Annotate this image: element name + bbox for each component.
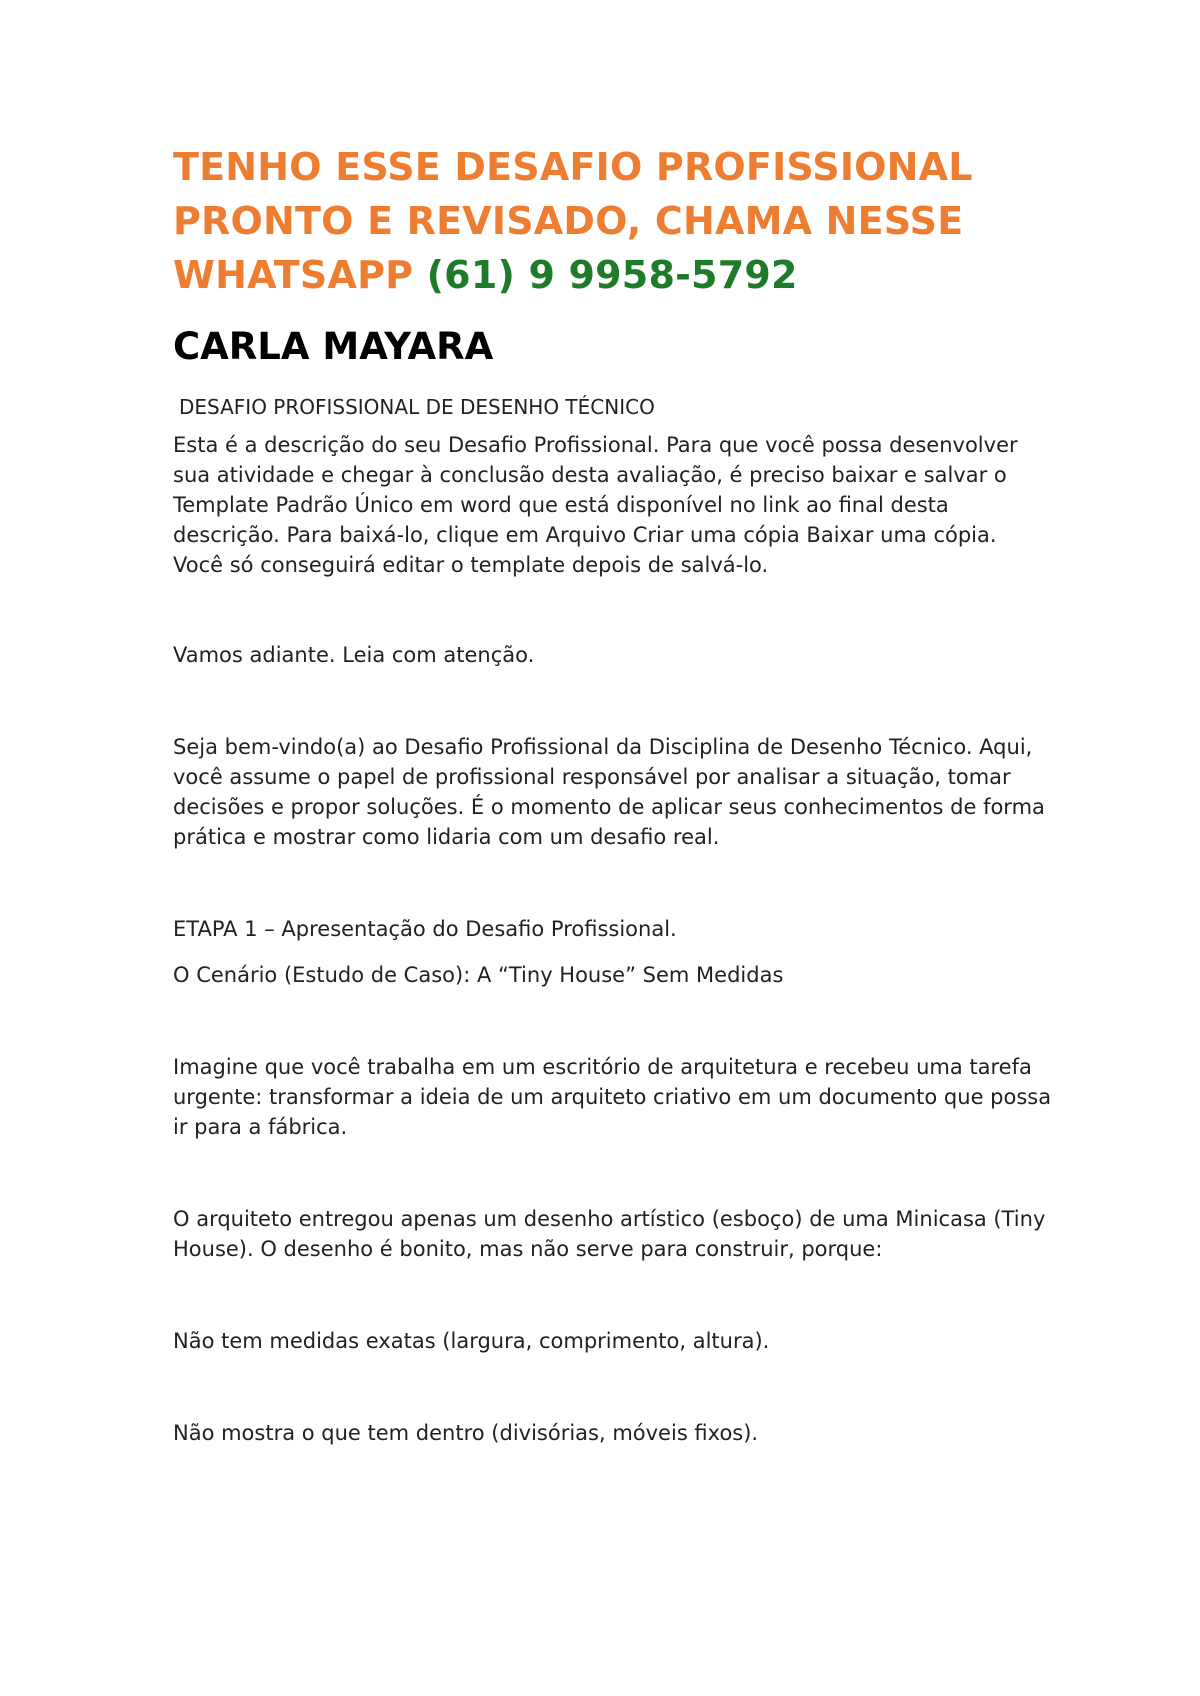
- intro-paragraph: Esta é a descrição do seu Desafio Profissional. Para que você possa desenvolver sua atividade e chegar à conclusão desta avaliação, é preciso baixar e salvar o Template Padrão Único em word que está disponível no link ao final desta descrição. Para baixá-lo, clique em Arquivo Criar uma cópia Baixar uma cópia. Você só conseguirá editar o template depois de salvá-lo.: [173, 433, 1018, 577]
- arquiteto-paragraph: O arquiteto entregou apenas um desenho artístico (esboço) de uma Minicasa (Tiny House). O desenho é bonito, mas não serve para construir, porque:: [173, 1207, 1046, 1261]
- dentro-item: Não mostra o que tem dentro (divisórias, móveis fixos).: [173, 1421, 759, 1445]
- medidas-item: Não tem medidas exatas (largura, comprimento, altura).: [173, 1329, 770, 1353]
- promo-headline: [173, 140, 1053, 302]
- document-body: [173, 140, 1053, 1448]
- headline-line-1: TENHO ESSE DESAFIO PROFISSIONAL: [173, 145, 973, 189]
- bemvindo-paragraph: Seja bem-vindo(a) ao Desafio Profissional da Disciplina de Desenho Técnico. Aqui, você assume o papel de profissional responsável por analisar a situação, tomar decisões e propor soluções. É o momento de aplicar seus conhecimentos de forma prática e mostrar como lidaria com um desafio real.: [173, 735, 1045, 849]
- whatsapp-phone: (61) 9 9958-5792: [426, 253, 798, 297]
- cenario-heading: O Cenário (Estudo de Caso): A “Tiny House” Sem Medidas: [173, 963, 784, 987]
- adiante-paragraph: Vamos adiante. Leia com atenção.: [173, 643, 535, 667]
- imagine-paragraph: Imagine que você trabalha em um escritório de arquitetura e recebeu uma tarefa urgente: transformar a ideia de um arquiteto criativo em um documento que possa ir para a fábrica.: [173, 1055, 1052, 1139]
- headline-line-2: PRONTO E REVISADO, CHAMA NESSE: [173, 199, 964, 243]
- document-subtitle: DESAFIO PROFISSIONAL DE DESENHO TÉCNICO: [179, 395, 655, 419]
- author-name: CARLA MAYARA: [173, 325, 494, 368]
- etapa-heading: ETAPA 1 – Apresentação do Desafio Profissional.: [173, 917, 677, 941]
- headline-line-3: WHATSAPP: [173, 253, 427, 297]
